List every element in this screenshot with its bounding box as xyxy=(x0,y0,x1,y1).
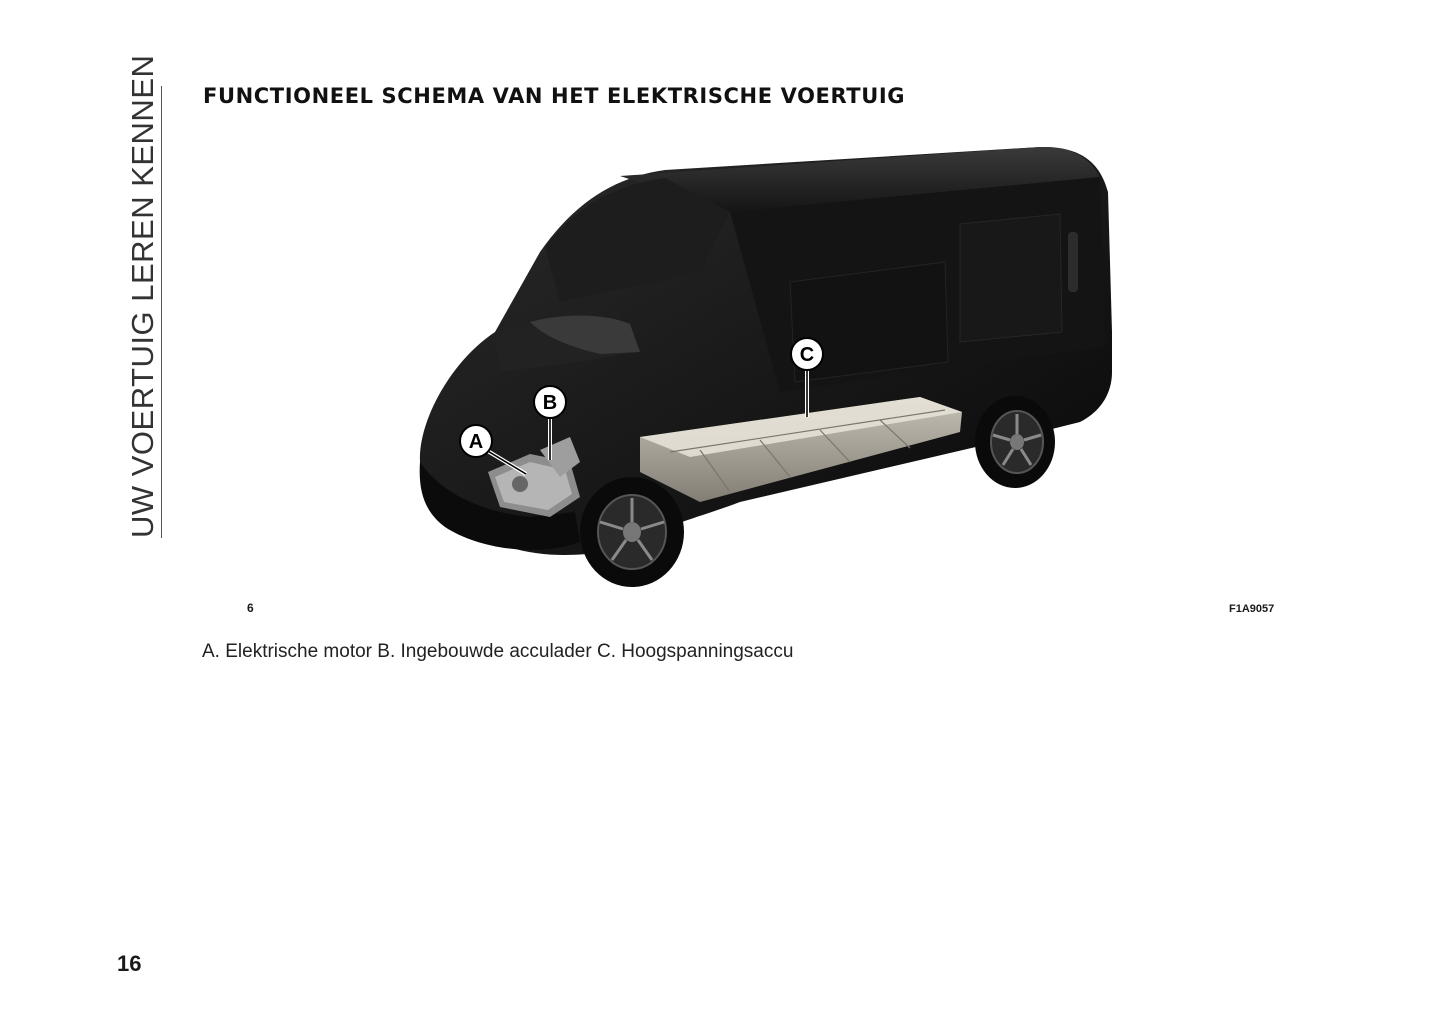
page-number: 16 xyxy=(117,951,142,976)
rear-wheel xyxy=(975,396,1055,488)
section-divider xyxy=(161,86,162,538)
figure-caption: A. Elektrische motor B. Ingebouwde acculader C. Hoogspanningsaccu xyxy=(202,641,794,662)
figure-code: F1A9057 xyxy=(1229,603,1275,615)
callout-b-label: B xyxy=(542,392,558,414)
callout-a-label: A xyxy=(468,431,484,453)
section-side-title-text: UW VOERTUIG LEREN KENNEN xyxy=(125,54,160,538)
callout-c-label: C xyxy=(799,344,815,366)
section-side-title xyxy=(125,54,164,538)
figure-number: 6 xyxy=(247,601,254,615)
front-wheel xyxy=(580,477,684,587)
van-illustration xyxy=(400,132,1160,602)
page-heading: FUNCTIONEEL SCHEMA VAN HET ELEKTRISCHE VOERTUIG xyxy=(203,84,906,108)
